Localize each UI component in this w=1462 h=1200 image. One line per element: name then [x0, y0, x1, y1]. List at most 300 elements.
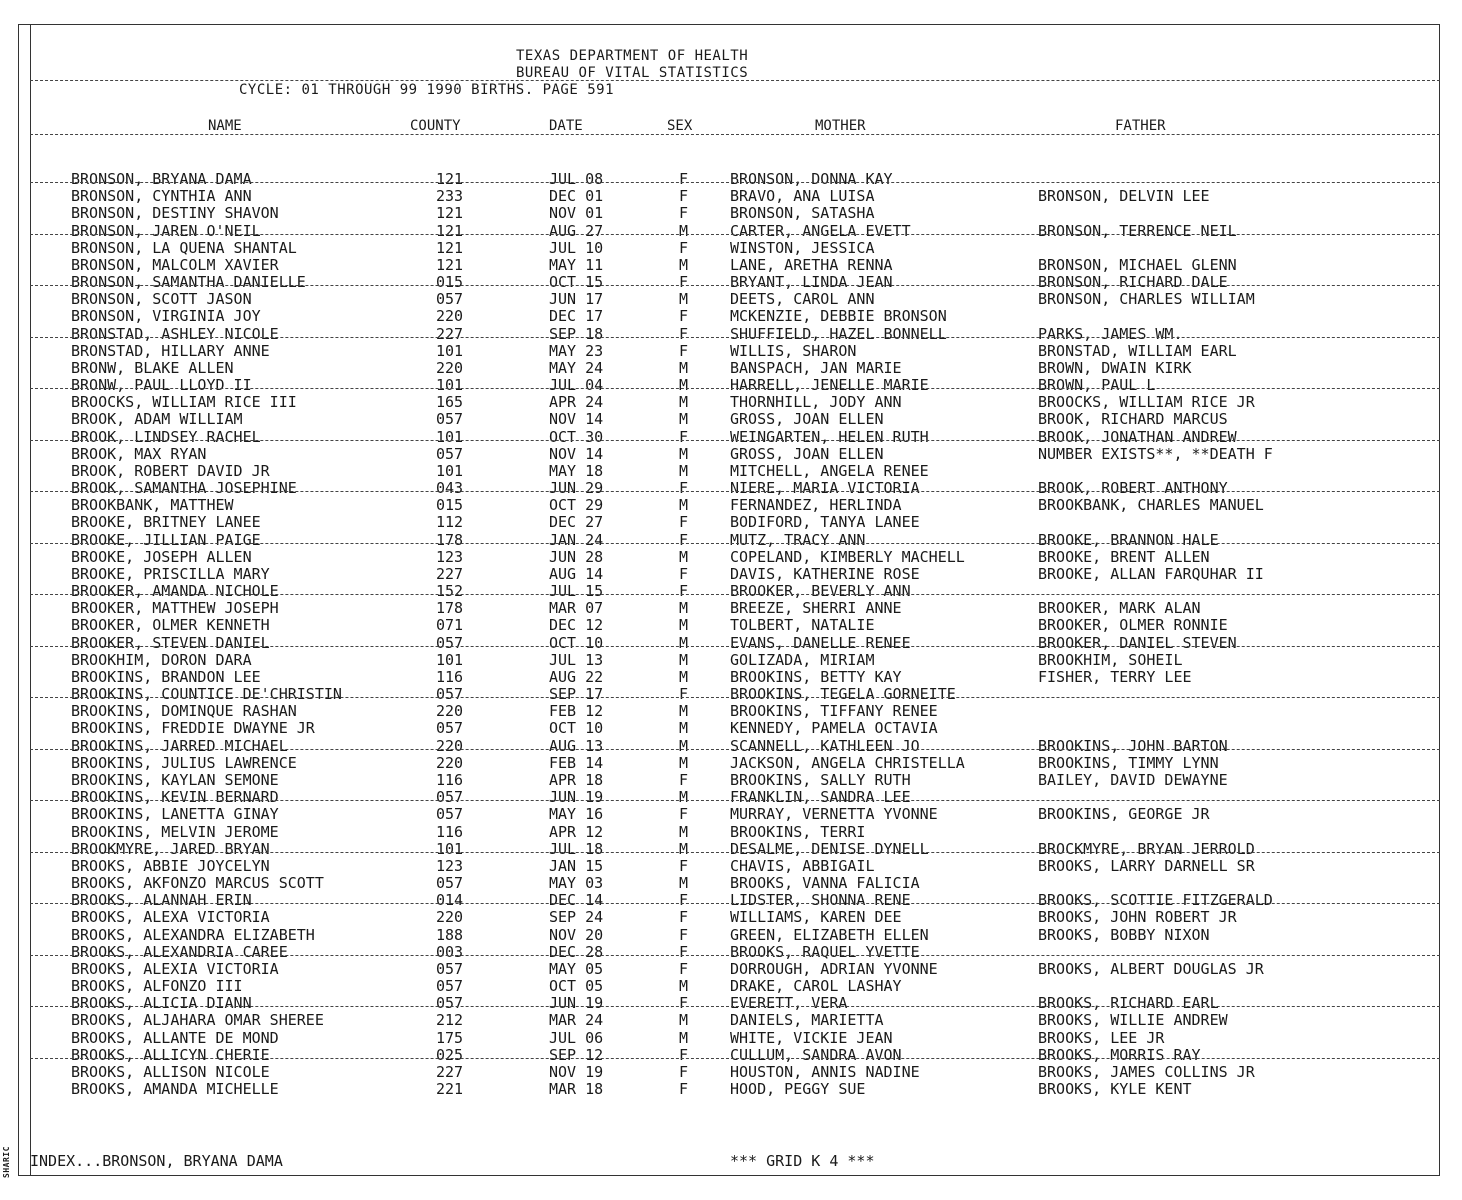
cell-mother: DORROUGH, ADRIAN YVONNE [730, 959, 938, 978]
cell-name: BRONSTAD, ASHLEY NICOLE [71, 324, 279, 343]
cell-date: DEC 17 [549, 307, 604, 326]
cell-date: DEC 27 [549, 513, 604, 532]
cell-sex: M [679, 874, 689, 892]
cell-name: BROOKINS, BRANDON LEE [71, 667, 261, 686]
cell-mother: LANE, ARETHA RENNA [730, 255, 893, 274]
cell-date: MAR 24 [549, 1011, 604, 1030]
table-row [0, 1012, 1462, 1029]
table-row [0, 772, 1462, 789]
cell-mother: BRYANT, LINDA JEAN [730, 273, 893, 291]
cell-sex: F [679, 307, 689, 326]
cell-sex: M [679, 736, 689, 755]
cell-name: BRONW, BLAKE ALLEN [71, 358, 234, 377]
cell-mother: BROOKINS, SALLY RUTH [730, 771, 911, 789]
cell-county: 057 [436, 959, 464, 978]
cell-father: BROOKE, BRANNON HALE [1038, 530, 1219, 549]
cell-date: NOV 14 [549, 410, 604, 429]
cell-date: OCT 29 [549, 496, 604, 515]
cell-date: JUN 17 [549, 290, 604, 309]
cell-father: BRONSON, CHARLES WILLIAM [1038, 290, 1255, 309]
cell-mother: BREEZE, SHERRI ANNE [730, 599, 902, 618]
cell-date: NOV 19 [549, 1062, 604, 1081]
cell-sex: F [679, 994, 689, 1013]
cell-father: BROOKINS, TIMMY LYNN [1038, 753, 1219, 772]
cell-name: BROOKBANK, MATTHEW [71, 496, 234, 515]
cell-county: 220 [436, 736, 464, 755]
cell-mother: FERNANDEZ, HERLINDA [730, 496, 902, 515]
table-row [0, 686, 1462, 703]
cell-date: NOV 01 [549, 204, 604, 223]
cell-name: BRONW, PAUL LLOYD II [71, 376, 252, 394]
column-header-date: DATE [549, 118, 583, 134]
cell-father: BROOKS, LEE JR [1038, 1028, 1165, 1047]
cell-sex: F [679, 685, 689, 704]
table-row [0, 944, 1462, 961]
cell-mother: BODIFORD, TANYA LANEE [730, 513, 920, 532]
cell-county: 057 [436, 410, 464, 429]
cell-sex: F [679, 959, 689, 978]
table-row [0, 394, 1462, 411]
table-row [0, 961, 1462, 978]
cell-father: BRONSTAD, WILLIAM EARL [1038, 341, 1237, 360]
cell-date: NOV 14 [549, 444, 604, 463]
table-row [0, 291, 1462, 308]
cell-mother: DRAKE, CAROL LASHAY [730, 977, 902, 995]
cell-father: BROOK, RICHARD MARCUS [1038, 410, 1228, 429]
table-row [0, 532, 1462, 549]
cell-date: JUL 04 [549, 376, 604, 394]
table-row [0, 1064, 1462, 1081]
cell-name: BROOKS, ALEXIA VICTORIA [71, 959, 279, 978]
cell-date: FEB 12 [549, 702, 604, 721]
cell-father: BRONSON, DELVIN LEE [1038, 187, 1210, 206]
cell-sex: F [679, 856, 689, 875]
cell-county: 003 [436, 942, 464, 961]
cell-county: 121 [436, 170, 464, 188]
cell-sex: M [679, 358, 689, 377]
table-row [0, 274, 1462, 291]
table-row [0, 171, 1462, 188]
cell-date: APR 24 [549, 393, 604, 412]
cell-date: JUL 15 [549, 582, 604, 601]
cell-mother: HARRELL, JENELLE MARIE [730, 376, 929, 394]
table-row [0, 429, 1462, 446]
cell-sex: F [679, 805, 689, 824]
cell-date: OCT 15 [549, 273, 604, 291]
cell-sex: F [679, 204, 689, 223]
table-row [0, 446, 1462, 463]
cell-county: 057 [436, 874, 464, 892]
column-header-county: COUNTY [410, 118, 461, 134]
table-row [0, 583, 1462, 600]
table-row [0, 480, 1462, 497]
cell-date: MAY 05 [549, 959, 604, 978]
cell-sex: M [679, 444, 689, 463]
cell-sex: F [679, 341, 689, 360]
table-row [0, 308, 1462, 325]
cell-father: BROOKINS, GEORGE JR [1038, 805, 1210, 824]
cell-name: BRONSTAD, HILLARY ANNE [71, 341, 270, 360]
cell-county: 165 [436, 393, 464, 412]
cell-county: 220 [436, 307, 464, 326]
cell-father: BROCKMYRE, BRYAN JERROLD [1038, 839, 1255, 858]
table-row [0, 326, 1462, 343]
cell-sex: F [679, 564, 689, 583]
cell-sex: M [679, 599, 689, 618]
cell-county: 227 [436, 564, 464, 583]
cell-county: 123 [436, 547, 464, 566]
cell-name: BROOKS, ALANNAH ERIN [71, 891, 252, 910]
cell-mother: EVERETT, VERA [730, 994, 848, 1013]
table-row [0, 1081, 1462, 1098]
footer-index: INDEX...BRONSON, BRYANA DAMA [30, 1152, 283, 1170]
table-row [0, 738, 1462, 755]
cell-date: MAR 18 [549, 1080, 604, 1098]
cell-mother: MITCHELL, ANGELA RENEE [730, 461, 929, 480]
cell-date: SEP 18 [549, 324, 604, 343]
table-row [0, 377, 1462, 394]
cell-mother: DESALME, DENISE DYNELL [730, 839, 929, 858]
cell-date: SEP 17 [549, 685, 604, 704]
cell-date: NOV 20 [549, 925, 604, 944]
cell-sex: M [679, 822, 689, 841]
cell-sex: M [679, 839, 689, 858]
cell-mother: THORNHILL, JODY ANN [730, 393, 902, 412]
cell-mother: BROOKS, RAQUEL YVETTE [730, 942, 920, 961]
cell-name: BROOKS, ALLISON NICOLE [71, 1062, 270, 1081]
cell-sex: M [679, 702, 689, 721]
cell-county: 057 [436, 805, 464, 824]
cell-father: BROOKS, MORRIS RAY [1038, 1045, 1201, 1064]
cell-sex: M [679, 376, 689, 394]
cell-sex: M [679, 1028, 689, 1047]
cell-county: 101 [436, 839, 464, 858]
cell-mother: BANSPACH, JAN MARIE [730, 358, 902, 377]
cell-mother: CULLUM, SANDRA AVON [730, 1045, 902, 1064]
cell-date: SEP 12 [549, 1045, 604, 1064]
table-row [0, 875, 1462, 892]
cell-county: 057 [436, 444, 464, 463]
cell-date: JUL 06 [549, 1028, 604, 1047]
cell-county: 025 [436, 1045, 464, 1064]
cell-name: BROOKINS, KEVIN BERNARD [71, 788, 279, 807]
table-row [0, 703, 1462, 720]
cell-name: BROOKINS, KAYLAN SEMONE [71, 771, 279, 789]
cell-father: BROWN, DWAIN KIRK [1038, 358, 1192, 377]
cell-name: BRONSON, LA QUENA SHANTAL [71, 238, 297, 257]
cell-name: BROOKS, ALICIA DIANN [71, 994, 252, 1013]
cell-father: BROOKER, MARK ALAN [1038, 599, 1201, 618]
cell-mother: EVANS, DANELLE RENEE [730, 633, 911, 652]
cell-name: BROOKS, ALLANTE DE MOND [71, 1028, 279, 1047]
cell-sex: F [679, 170, 689, 188]
cell-mother: DANIELS, MARIETTA [730, 1011, 884, 1030]
cell-name: BRONSON, SAMANTHA DANIELLE [71, 273, 306, 291]
cell-county: 057 [436, 633, 464, 652]
cell-county: 014 [436, 891, 464, 910]
cell-county: 101 [436, 461, 464, 480]
cell-county: 123 [436, 856, 464, 875]
cell-sex: F [679, 530, 689, 549]
cell-sex: M [679, 1011, 689, 1030]
cell-date: MAY 16 [549, 805, 604, 824]
cell-sex: M [679, 616, 689, 635]
cell-name: BRONSON, VIRGINIA JOY [71, 307, 261, 326]
cell-father: BAILEY, DAVID DEWAYNE [1038, 771, 1228, 789]
header-department: TEXAS DEPARTMENT OF HEALTH [516, 48, 749, 64]
cell-sex: M [679, 753, 689, 772]
cell-date: OCT 10 [549, 633, 604, 652]
cell-mother: DAVIS, KATHERINE ROSE [730, 564, 920, 583]
cell-name: BROOKS, ABBIE JOYCELYN [71, 856, 270, 875]
cell-sex: M [679, 667, 689, 686]
cell-name: BROOKS, ALEXA VICTORIA [71, 908, 270, 927]
cell-county: 121 [436, 238, 464, 257]
cell-name: BROOK, LINDSEY RACHEL [71, 427, 261, 446]
cell-county: 212 [436, 1011, 464, 1030]
cell-mother: COPELAND, KIMBERLY MACHELL [730, 547, 965, 566]
cell-county: 188 [436, 925, 464, 944]
cell-name: BROOKS, ALJAHARA OMAR SHEREE [71, 1011, 324, 1030]
table-row [0, 549, 1462, 566]
cell-sex: F [679, 187, 689, 206]
cell-date: MAY 11 [549, 255, 604, 274]
table-row [0, 223, 1462, 240]
column-header-sex: SEX [667, 118, 693, 134]
cell-mother: BROOKINS, TIFFANY RENEE [730, 702, 938, 721]
cell-mother: GOLIZADA, MIRIAM [730, 650, 875, 669]
cell-mother: TOLBERT, NATALIE [730, 616, 875, 635]
cell-mother: BRAVO, ANA LUISA [730, 187, 875, 206]
table-row [0, 514, 1462, 531]
table-row [0, 600, 1462, 617]
cell-father: BROOKS, ALBERT DOUGLAS JR [1038, 959, 1264, 978]
cell-county: 175 [436, 1028, 464, 1047]
cell-father: FISHER, TERRY LEE [1038, 667, 1192, 686]
table-row [0, 720, 1462, 737]
table-row [0, 824, 1462, 841]
cell-name: BROOKE, JILLIAN PAIGE [71, 530, 261, 549]
column-header-mother: MOTHER [815, 118, 866, 134]
cell-county: 178 [436, 530, 464, 549]
table-row [0, 566, 1462, 583]
cell-county: 057 [436, 977, 464, 995]
cell-mother: GREEN, ELIZABETH ELLEN [730, 925, 929, 944]
cell-date: OCT 30 [549, 427, 604, 446]
cell-name: BROOK, ROBERT DAVID JR [71, 461, 270, 480]
cell-sex: F [679, 1045, 689, 1064]
cell-date: MAR 07 [549, 599, 604, 618]
cell-mother: MURRAY, VERNETTA YVONNE [730, 805, 938, 824]
cell-sex: F [679, 942, 689, 961]
cell-father: BROOK, JONATHAN ANDREW [1038, 427, 1237, 446]
cell-mother: WEINGARTEN, HELEN RUTH [730, 427, 929, 446]
cell-county: 116 [436, 771, 464, 789]
column-header-father: FATHER [1115, 118, 1166, 134]
cell-name: BROOKS, AMANDA MICHELLE [71, 1080, 279, 1098]
cell-father: BROOKBANK, CHARLES MANUEL [1038, 496, 1264, 515]
cell-mother: CHAVIS, ABBIGAIL [730, 856, 875, 875]
cell-name: BROOKINS, FREDDIE DWAYNE JR [71, 719, 315, 738]
cell-mother: JACKSON, ANGELA CHRISTELLA [730, 753, 965, 772]
table-row [0, 909, 1462, 926]
cell-mother: BROOKINS, TEGELA GORNEITE [730, 685, 956, 704]
cell-name: BRONSON, MALCOLM XAVIER [71, 255, 279, 274]
cell-father: BROOKS, WILLIE ANDREW [1038, 1011, 1228, 1030]
cell-date: AUG 22 [549, 667, 604, 686]
cell-date: JUL 13 [549, 650, 604, 669]
cell-mother: MUTZ, TRACY ANN [730, 530, 866, 549]
cell-sex: M [679, 221, 689, 240]
cell-sex: F [679, 479, 689, 498]
cell-father: BROOKER, OLMER RONNIE [1038, 616, 1228, 635]
cell-name: BROOKE, JOSEPH ALLEN [71, 547, 252, 566]
table-row [0, 257, 1462, 274]
cell-county: 101 [436, 427, 464, 446]
cell-date: DEC 12 [549, 616, 604, 635]
cell-date: OCT 10 [549, 719, 604, 738]
table-row [0, 978, 1462, 995]
cell-mother: HOUSTON, ANNIS NADINE [730, 1062, 920, 1081]
cell-mother: BROOKINS, TERRI [730, 822, 866, 841]
cell-county: 221 [436, 1080, 464, 1098]
cell-sex: F [679, 925, 689, 944]
cell-sex: M [679, 410, 689, 429]
cell-county: 116 [436, 822, 464, 841]
cell-father: BROOKS, SCOTTIE FITZGERALD [1038, 891, 1273, 910]
cell-sex: F [679, 771, 689, 789]
cell-date: JUL 08 [549, 170, 604, 188]
cell-father: NUMBER EXISTS**, **DEATH F [1038, 444, 1273, 463]
cell-mother: BRONSON, DONNA KAY [730, 170, 893, 188]
cell-sex: M [679, 633, 689, 652]
cell-county: 057 [436, 994, 464, 1013]
cell-mother: LIDSTER, SHONNA RENE [730, 891, 911, 910]
header-cycle: CYCLE: 01 THROUGH 99 1990 BIRTHS. PAGE 591 [239, 82, 615, 98]
cell-name: BRONSON, JAREN O'NEIL [71, 221, 261, 240]
cell-date: MAY 03 [549, 874, 604, 892]
cell-county: 101 [436, 341, 464, 360]
table-row [0, 669, 1462, 686]
cell-father: BROOKE, BRENT ALLEN [1038, 547, 1210, 566]
cell-date: MAY 18 [549, 461, 604, 480]
cell-date: FEB 14 [549, 753, 604, 772]
cell-sex: F [679, 273, 689, 291]
cell-sex: F [679, 1080, 689, 1098]
cell-name: BROOKHIM, DORON DARA [71, 650, 252, 669]
cell-name: BROOKER, MATTHEW JOSEPH [71, 599, 279, 618]
cell-mother: GROSS, JOAN ELLEN [730, 444, 884, 463]
cell-father: PARKS, JAMES WM. [1038, 324, 1183, 343]
table-row [0, 789, 1462, 806]
cell-county: 178 [436, 599, 464, 618]
cell-date: SEP 24 [549, 908, 604, 927]
cell-sex: M [679, 788, 689, 807]
cell-name: BROOKS, ALEXANDRIA CAREE [71, 942, 288, 961]
cell-county: 015 [436, 496, 464, 515]
cell-date: AUG 14 [549, 564, 604, 583]
cell-sex: F [679, 427, 689, 446]
cell-name: BRONSON, DESTINY SHAVON [71, 204, 279, 223]
cell-father: BRONSON, TERRENCE NEIL [1038, 221, 1237, 240]
cell-name: BROOKINS, JULIUS LAWRENCE [71, 753, 297, 772]
table-row [0, 1030, 1462, 1047]
cell-county: 220 [436, 753, 464, 772]
cell-county: 043 [436, 479, 464, 498]
cell-county: 220 [436, 358, 464, 377]
cell-county: 227 [436, 1062, 464, 1081]
cell-date: AUG 13 [549, 736, 604, 755]
cell-mother: BRONSON, SATASHA [730, 204, 875, 223]
cell-mother: WILLIS, SHARON [730, 341, 857, 360]
cell-name: BRONSON, BRYANA DAMA [71, 170, 252, 188]
cell-name: BROOK, SAMANTHA JOSEPHINE [71, 479, 297, 498]
cell-sex: M [679, 547, 689, 566]
cell-name: BROOKE, PRISCILLA MARY [71, 564, 270, 583]
cell-county: 152 [436, 582, 464, 601]
cell-father: BROOCKS, WILLIAM RICE JR [1038, 393, 1255, 412]
cell-name: BROOKINS, COUNTICE DE'CHRISTIN [71, 685, 342, 704]
table-row [0, 188, 1462, 205]
cell-date: JUN 19 [549, 788, 604, 807]
cell-sex: M [679, 255, 689, 274]
cell-sex: M [679, 650, 689, 669]
cell-father: BROOKHIM, SOHEIL [1038, 650, 1183, 669]
table-row [0, 617, 1462, 634]
cell-name: BROOKS, AKFONZO MARCUS SCOTT [71, 874, 324, 892]
cell-father: BROOKINS, JOHN BARTON [1038, 736, 1228, 755]
cell-father: BROOKS, LARRY DARNELL SR [1038, 856, 1255, 875]
table-row [0, 858, 1462, 875]
cell-sex: F [679, 582, 689, 601]
cell-date: MAY 23 [549, 341, 604, 360]
table-row [0, 652, 1462, 669]
cell-county: 227 [436, 324, 464, 343]
cell-date: JUN 28 [549, 547, 604, 566]
cell-county: 116 [436, 667, 464, 686]
cell-county: 015 [436, 273, 464, 291]
cell-county: 220 [436, 702, 464, 721]
cell-sex: M [679, 719, 689, 738]
cell-name: BROOK, MAX RYAN [71, 444, 207, 463]
cell-date: JUN 29 [549, 479, 604, 498]
cell-name: BRONSON, CYNTHIA ANN [71, 187, 252, 206]
cell-name: BROOKS, ALLICYN CHERIE [71, 1045, 270, 1064]
table-row [0, 892, 1462, 909]
cell-mother: GROSS, JOAN ELLEN [730, 410, 884, 429]
cell-father: BRONSON, RICHARD DALE [1038, 273, 1228, 291]
table-row [0, 841, 1462, 858]
cell-mother: WHITE, VICKIE JEAN [730, 1028, 893, 1047]
cell-name: BROOKINS, MELVIN JEROME [71, 822, 279, 841]
cell-mother: SCANNELL, KATHLEEN JO [730, 736, 920, 755]
cell-mother: HOOD, PEGGY SUE [730, 1080, 866, 1098]
side-label: SHARIC [2, 1146, 11, 1178]
cell-father: BROOKE, ALLAN FARQUHAR II [1038, 564, 1264, 583]
table-row [0, 1047, 1462, 1064]
cell-county: 112 [436, 513, 464, 532]
cell-date: AUG 27 [549, 221, 604, 240]
table-row [0, 497, 1462, 514]
cell-date: APR 12 [549, 822, 604, 841]
cell-mother: WINSTON, JESSICA [730, 238, 875, 257]
cell-sex: M [679, 461, 689, 480]
cell-date: OCT 05 [549, 977, 604, 995]
table-row [0, 205, 1462, 222]
footer-grid: *** GRID K 4 *** [730, 1152, 875, 1170]
table-row [0, 240, 1462, 257]
header-bureau: BUREAU OF VITAL STATISTICS [516, 65, 749, 81]
